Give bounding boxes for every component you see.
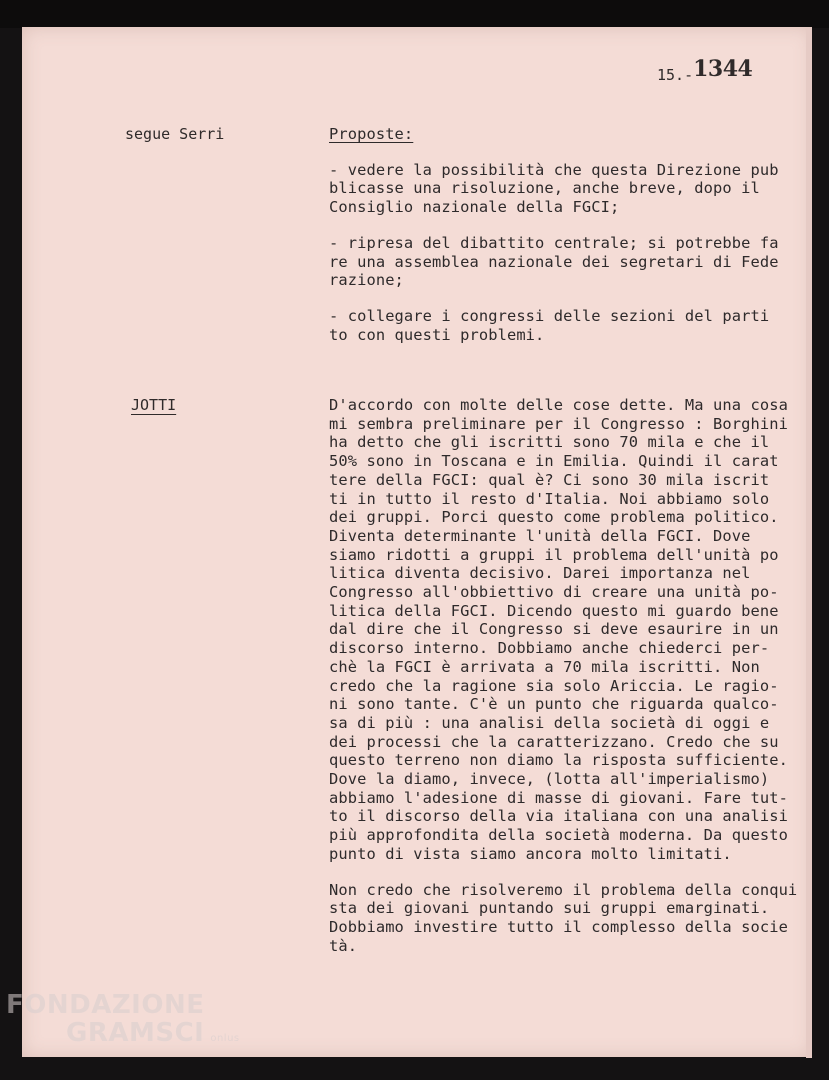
page-number-prefix: 15.- [657,66,694,84]
text-line: Non credo che risolveremo il problema della conqui [329,880,798,899]
text-line: ha detto che gli iscritti sono 70 mila e che il [329,433,770,452]
text-line: Diventa determinante l'unità della FGCI. Dove [329,526,751,545]
text-line: abbiamo l'adesione di masse di giovani. Fare tut- [329,788,788,807]
text-line: ni sono tante. C'è un punto che riguarda qualco- [329,695,779,714]
text-line: litica diventa decisivo. Darei importanza nel [329,564,751,583]
text-line: sa di più : una analisi della società di oggi e [329,713,770,732]
text-line: chè la FGCI è arrivata a 70 mila iscritti. Non [329,657,760,676]
text-line: più approfondita della società moderna. Da questo [329,826,788,845]
speaker-label-serri: segue Serri [125,125,225,143]
text-line: Consiglio nazionale della FGCI; [329,198,620,217]
text-line: - collegare i congressi delle sezioni del parti [329,306,770,325]
text-line: sta dei giovani puntando sui gruppi emarginati. [329,899,770,918]
page-number [657,56,753,86]
text-line: Dove la diamo, invece, (lotta all'imperialismo) [329,770,770,789]
text-line: - vedere la possibilità che questa Direzione pub [329,160,779,179]
watermark-line2-text: GRAMSCI [66,1018,205,1048]
text-line: to il discorso della via italiana con una analisi [329,807,788,826]
text-line: siamo ridotti a gruppi il problema dell'unità po [329,545,779,564]
text-line: Congresso all'obbiettivo di creare una unità po- [329,583,779,602]
watermark-suffix: onlus [210,1033,240,1044]
proposals-heading: Proposte: [329,125,414,143]
watermark-line2 [66,1018,240,1048]
text-line: - ripresa del dibattito centrale; si potrebbe fa [329,233,779,252]
text-line: D'accordo con molte delle cose dette. Ma una cosa [329,396,788,414]
text-line: dal dire che il Congresso si deve esaurire in un [329,620,779,639]
text-line: punto di vista siamo ancora molto limitati. [329,844,732,863]
section-jotti-text [329,396,799,955]
text-line: re una assemblea nazionale dei segretari di Fede [329,252,779,271]
text-line: to con questi problemi. [329,325,545,344]
speaker-label-jotti: JOTTI [131,396,177,414]
fondazione-gramsci-watermark [6,990,240,1048]
text-line: dei gruppi. Porci questo come problema politico. [329,508,779,527]
text-line: dei processi che la caratterizzano. Credo che su [329,732,779,751]
text-line: mi sembra preliminare per il Congresso : Borghini [329,414,788,433]
text-line: 50% sono in Toscana e in Emilia. Quindi il carat [329,452,779,471]
text-line: tà. [329,936,358,955]
text-line: credo che la ragione sia solo Ariccia. Le ragio- [329,676,779,695]
watermark-line1: FONDAZIONE [6,990,205,1020]
text-line: tere della FGCI: qual è? Ci sono 30 mila iscrit [329,470,770,489]
page-edge [806,28,812,1058]
section-serri-text [329,125,799,344]
scan-border-top [0,0,829,28]
text-line: questo terreno non diamo la risposta sufficiente. [329,751,788,770]
page-number-stamp: 1344 [693,56,753,82]
text-line: ti in tutto il resto d'Italia. Noi abbiamo solo [329,489,770,508]
text-line: razione; [329,271,404,290]
text-line: discorso interno. Dobbiamo anche chiederci per- [329,639,770,658]
text-line: litica della FGCI. Dicendo questo mi guardo bene [329,601,779,620]
text-line: blicasse una risoluzione, anche breve, dopo il [329,179,760,198]
text-line: Dobbiamo investire tutto il complesso della socie [329,917,788,936]
